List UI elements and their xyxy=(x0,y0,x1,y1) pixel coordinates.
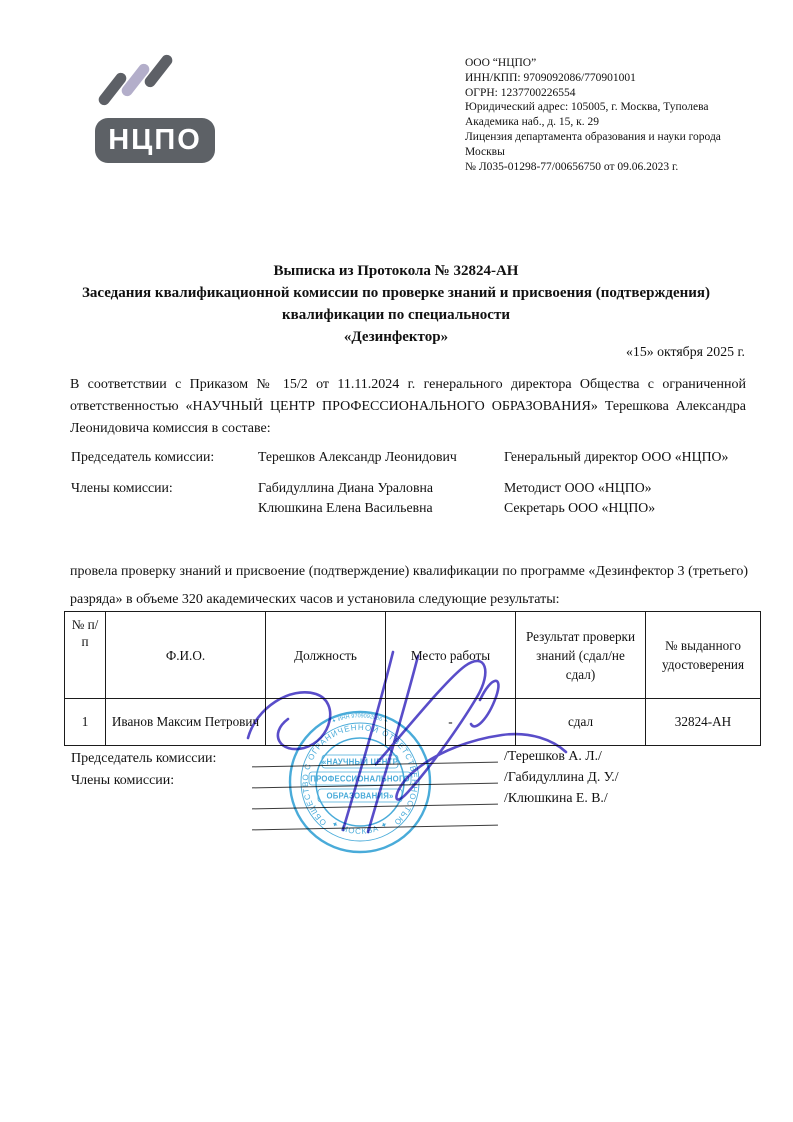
members-label: Члены комиссии: xyxy=(71,480,173,495)
org-line: Лицензия департамента образования и науки города xyxy=(465,130,721,143)
org-line: ООО “НЦПО” xyxy=(465,57,537,69)
column-header-name: Ф.И.О. xyxy=(106,612,266,699)
signature-name: /Габидуллина Д. У./ xyxy=(504,769,619,784)
logo-text: НЦПО xyxy=(95,118,215,163)
cell-result: сдал xyxy=(516,699,646,746)
stamp-city-text: ✦ МОСКВА ✦ xyxy=(329,819,391,837)
commission-section xyxy=(71,449,747,516)
stamp-ring-text: ОБЩЕСТВО С ОГРАНИЧЕННОЙ ОТВЕТСТВЕННОСТЬЮ xyxy=(300,722,420,828)
stamp-center-line: ПРОФЕССИОНАЛЬНОГО xyxy=(310,774,410,784)
document-title xyxy=(46,260,746,348)
signature-chairman-label: Председатель комиссии: xyxy=(71,751,217,766)
member-name: Габидуллина Диана Ураловна xyxy=(258,480,433,495)
intro-paragraph: В соответствии с Приказом № 15/2 от 11.11.2024 г. генерального директора Общества с ограниченной ответственностью «НАУЧНЫЙ ЦЕНТР ПРОФЕССИОНАЛЬНОГО ОБРАЗОВАНИЯ» Терешкова Александра Леонидовича комиссия в составе: xyxy=(70,377,746,436)
stamp-inn-text: ✦ ИНН 9709092086 ✦ xyxy=(331,713,389,726)
column-header-position: Должность xyxy=(266,612,386,699)
signature-line xyxy=(252,825,498,831)
member-name: Клюшкина Елена Васильевна xyxy=(258,500,433,515)
table-header-row xyxy=(65,612,761,699)
title-line: квалификации по специальности xyxy=(282,307,510,323)
results-table xyxy=(64,611,761,746)
signature-name: /Терешков А. Л./ xyxy=(504,748,602,763)
member-role: Методист ООО «НЦПО» xyxy=(504,480,652,495)
table-row xyxy=(65,699,761,746)
signature-line xyxy=(252,804,498,810)
chairman-label: Председатель комиссии: xyxy=(71,449,215,464)
column-header-workplace: Место работы xyxy=(386,612,516,699)
title-line: «Дезинфектор» xyxy=(343,329,449,345)
chairman-name: Терешков Александр Леонидович xyxy=(258,449,457,464)
member-role: Секретарь ООО «НЦПО» xyxy=(504,500,656,515)
org-requisites xyxy=(465,56,765,174)
column-header-result: Результат проверки знаний (сдал/не сдал) xyxy=(516,612,646,699)
cell-number: 1 xyxy=(65,699,106,746)
resolution-paragraph: провела проверку знаний и присвоение (подтверждение) квалификации по программе «Дезинфектор 3 (третьего) разряда» в объеме 320 академических часов и установила следующие результаты: xyxy=(70,564,748,607)
title-line: Выписка из Протокола № 32824-АН xyxy=(273,263,519,279)
signature-line xyxy=(252,762,498,768)
org-line: Академика наб., д. 15, к. 29 xyxy=(465,116,600,129)
org-line: № Л035-01298-77/00656750 от 09.06.2023 г. xyxy=(465,160,679,173)
ncpo-logo xyxy=(93,42,225,167)
signature-name: /Клюшкина Е. В./ xyxy=(504,790,608,805)
chairman-role: Генеральный директор ООО «НЦПО» xyxy=(504,449,729,464)
commission-row xyxy=(71,480,747,496)
commission-row xyxy=(71,500,747,516)
members-label-empty xyxy=(71,500,258,516)
org-line: Москвы xyxy=(465,145,505,158)
cell-position xyxy=(266,699,386,746)
title-line: Заседания квалификационной комиссии по проверке знаний и присвоения (подтверждения) xyxy=(81,285,711,301)
cell-workplace: - xyxy=(386,699,516,746)
column-header-certificate: № выданного удостоверения xyxy=(646,612,761,699)
org-line: ИНН/КПП: 9709092086/770901001 xyxy=(465,71,636,84)
signature-members-label: Члены комиссии: xyxy=(71,773,175,788)
cell-name: Иванов Максим Петрович xyxy=(106,699,266,746)
signature-line xyxy=(252,783,498,789)
stamp-center-line: ОБРАЗОВАНИЯ» xyxy=(326,791,394,801)
stamp-center-line: «НАУЧНЫЙ ЦЕНТР xyxy=(322,757,398,767)
org-line: Юридический адрес: 105005, г. Москва, Туполева xyxy=(465,101,709,114)
column-header-number: № п/п xyxy=(65,612,106,699)
document-date: «15» октября 2025 г. xyxy=(626,344,745,359)
cell-certificate: 32824-АН xyxy=(646,699,761,746)
commission-row xyxy=(71,449,747,465)
org-line: ОГРН: 1237700226554 xyxy=(465,86,576,99)
